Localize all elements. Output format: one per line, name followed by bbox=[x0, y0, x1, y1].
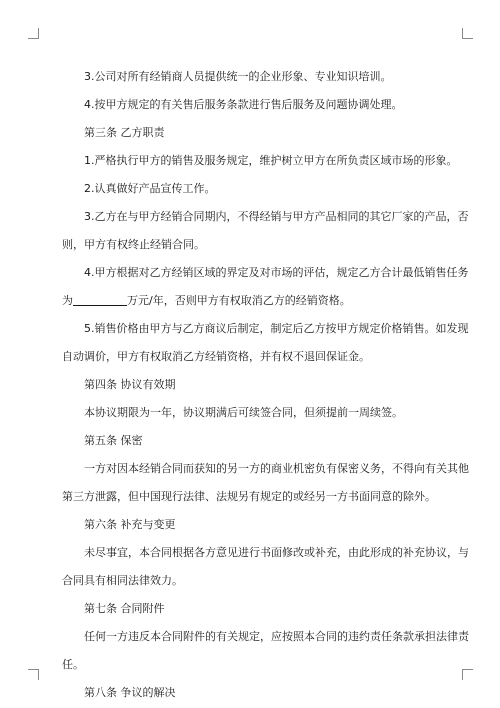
text: 万元/年，否则甲方有权取消乙方的经销资格。 bbox=[127, 294, 351, 307]
paragraph-line: 未尽事宜，本合同根据各方意见进行书面修改或补充，由此形成的补充协议，与 bbox=[84, 546, 469, 559]
paragraph: 3.公司对所有经销商人员提供统一的企业形象、专业知识培训。 bbox=[84, 70, 392, 83]
paragraph-line: 任何一方违反本合同附件的有关规定，应按照本合同的违约责任条款承担法律责 bbox=[84, 630, 469, 643]
article-heading: 第三条 乙方职责 bbox=[84, 126, 165, 139]
document-page bbox=[62, 64, 469, 708]
paragraph-line: 3.乙方在与甲方经销合同期内，不得经销与甲方产品相同的其它厂家的产品，否 bbox=[84, 210, 469, 223]
paragraph: 2.认真做好产品宣传工作。 bbox=[84, 182, 216, 195]
paragraph-line: 合同具有相同法律效力。 bbox=[62, 574, 183, 587]
article-heading: 第七条 合同附件 bbox=[84, 602, 165, 615]
paragraph: 4.按甲方规定的有关售后服务条款进行售后服务及问题协调处理。 bbox=[84, 98, 403, 111]
fill-in-blank bbox=[73, 293, 127, 306]
crop-mark-bottom-left bbox=[28, 669, 39, 680]
paragraph-line: 则，甲方有权终止经销合同。 bbox=[62, 238, 205, 251]
paragraph-line: 5.销售价格由甲方与乙方商议后制定，制定后乙方按甲方规定价格销售。如发现 bbox=[84, 322, 469, 335]
paragraph: 本协议期限为一年，协议期满后可续签合同，但须提前一周续签。 bbox=[84, 406, 403, 419]
crop-mark-bottom-right bbox=[462, 669, 473, 680]
paragraph-line bbox=[62, 288, 442, 314]
paragraph-line: 任。 bbox=[62, 658, 84, 671]
crop-mark-top-right bbox=[462, 28, 473, 39]
crop-mark-top-left bbox=[28, 28, 39, 39]
paragraph-line: 自动调价，甲方有权取消乙方经销资格，并有权不退回保证金。 bbox=[62, 350, 370, 363]
article-heading: 第六条 补充与变更 bbox=[84, 518, 176, 531]
paragraph-line: 一方对因本经销合同而获知的另一方的商业机密负有保密义务，不得向有关其他 bbox=[84, 462, 469, 475]
paragraph: 1.严格执行甲方的销售及服务规定，维护树立甲方在所负责区域市场的形象。 bbox=[84, 154, 458, 167]
paragraph-line: 4.甲方根据对乙方经销区域的界定及对市场的评估，规定乙方合计最低销售任务 bbox=[84, 266, 469, 279]
article-heading: 第五条 保密 bbox=[84, 434, 143, 447]
text: 为 bbox=[62, 294, 73, 307]
paragraph-line: 第三方泄露，但中国现行法律、法规另有规定的或经另一方书面同意的除外。 bbox=[62, 490, 436, 503]
article-heading: 第四条 协议有效期 bbox=[84, 378, 176, 391]
article-heading: 第八条 争议的解决 bbox=[84, 686, 176, 699]
